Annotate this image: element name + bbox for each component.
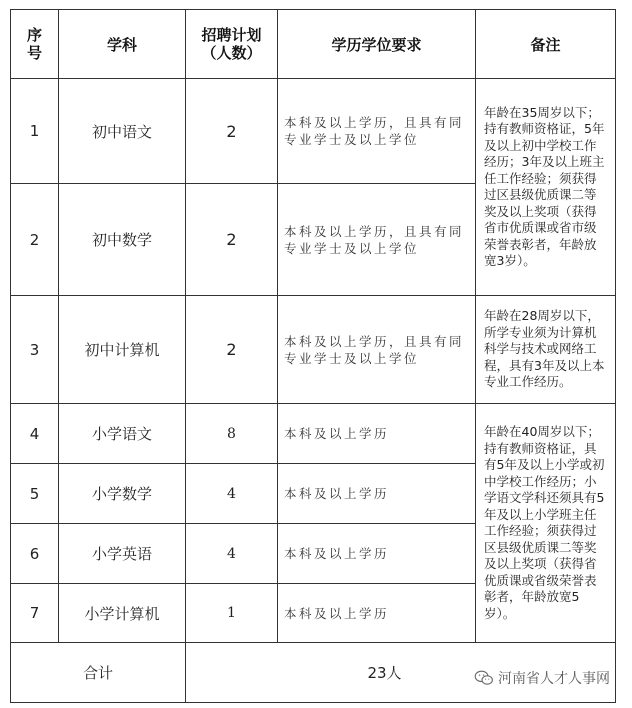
header-plan: 招聘计划（人数） [186, 10, 278, 79]
header-note: 备注 [476, 10, 616, 79]
row-seq: 2 [11, 184, 59, 296]
note-primary-school: 年龄在40周岁以下；持有教师资格证，具有5年及以上小学或初中学校工作经历；小学语文学科还须具有5年及以上小学班主任工作经验；须获得过区县级优质课二等奖及以上奖项（获得省优质课或省级荣誉表彰者，年龄放宽5岁）。 [476, 404, 616, 643]
row-subject: 小学语文 [59, 404, 186, 464]
row-seq: 3 [11, 296, 59, 404]
row-requirement: 本科及以上学历，且具有同专业学士及以上学位 [278, 296, 476, 404]
row-subject: 小学英语 [59, 524, 186, 584]
row-requirement: 本科及以上学历 [278, 464, 476, 524]
row-subject: 初中语文 [59, 79, 186, 184]
header-seq: 序号 [11, 10, 59, 79]
row-count: 2 [186, 184, 278, 296]
total-label: 合计 [11, 643, 186, 703]
table-row [11, 296, 616, 404]
note-computer: 年龄在28周岁以下，所学专业须为计算机科学与技术或网络工程，具有3年及以上本专业工作经历。 [476, 296, 616, 404]
watermark [474, 668, 610, 688]
row-count: 2 [186, 296, 278, 404]
row-requirement: 本科及以上学历 [278, 404, 476, 464]
header-row [11, 10, 616, 79]
row-seq: 4 [11, 404, 59, 464]
row-count: 2 [186, 79, 278, 184]
table-row [11, 79, 616, 184]
row-subject: 初中数学 [59, 184, 186, 296]
header-requirement: 学历学位要求 [278, 10, 476, 79]
row-seq: 5 [11, 464, 59, 524]
note-middle-school: 年龄在35周岁以下；持有教师资格证，5年及以上初中学校工作经历；3年及以上班主任工作经验；须获得过区县级优质课二等奖及以上奖项（获得省市优质课或省市级荣誉表彰者，年龄放宽3岁）。 [476, 79, 616, 296]
wechat-icon [474, 670, 494, 686]
row-seq: 7 [11, 584, 59, 643]
header-subject: 学科 [59, 10, 186, 79]
watermark-text: 河南省人才人事网 [498, 671, 610, 687]
row-seq: 6 [11, 524, 59, 584]
row-requirement: 本科及以上学历 [278, 584, 476, 643]
recruitment-table [10, 9, 616, 703]
row-count: 4 [186, 524, 278, 584]
row-requirement: 本科及以上学历 [278, 524, 476, 584]
row-subject: 小学计算机 [59, 584, 186, 643]
row-subject: 小学数学 [59, 464, 186, 524]
row-count: 1 [186, 584, 278, 643]
row-requirement: 本科及以上学历，且具有同专业学士及以上学位 [278, 79, 476, 184]
row-count: 8 [186, 404, 278, 464]
table-row [11, 404, 616, 464]
total-value: 23人 [186, 643, 616, 703]
row-requirement: 本科及以上学历，且具有同专业学士及以上学位 [278, 184, 476, 296]
row-subject: 初中计算机 [59, 296, 186, 404]
row-count: 4 [186, 464, 278, 524]
row-seq: 1 [11, 79, 59, 184]
